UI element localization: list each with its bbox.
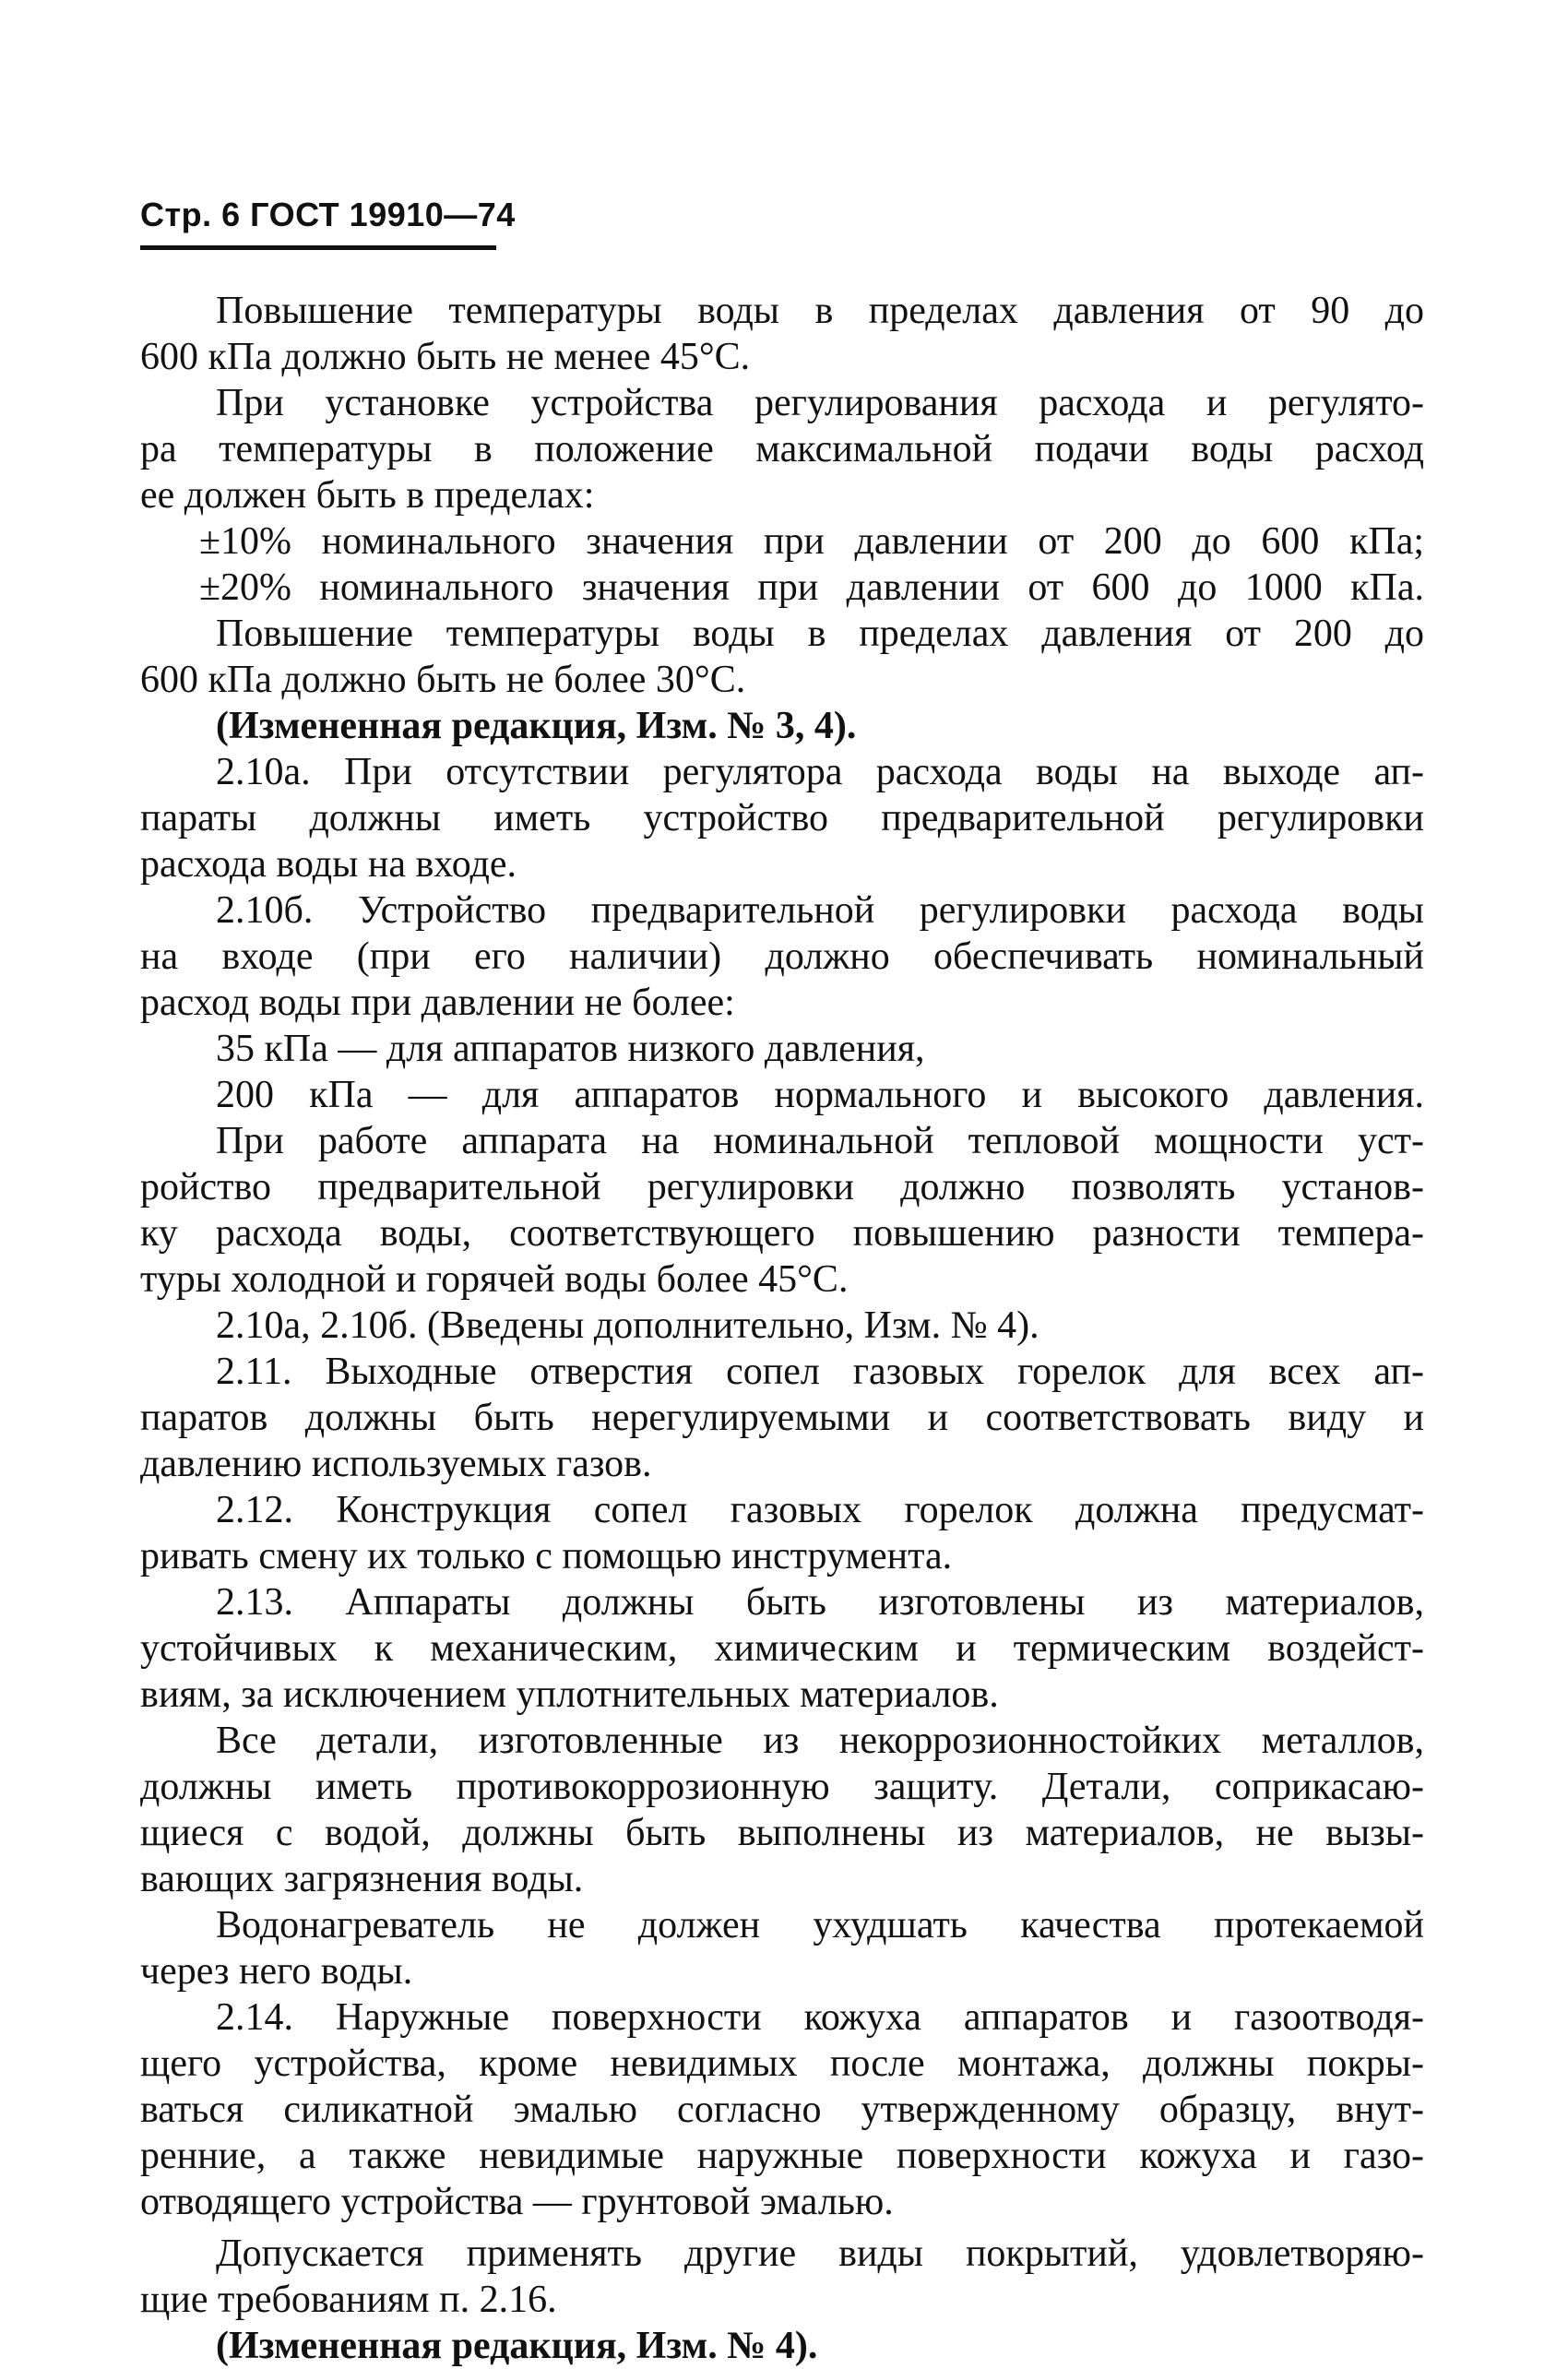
- text-line: 2.10б. Устройство предварительной регулировки расхода воды: [216, 889, 1424, 932]
- text-line: ройство предварительной регулировки должно позволять установ-: [140, 1166, 1424, 1208]
- text-line: 200 кПа — для аппаратов нормального и высокого давления.: [216, 1074, 1424, 1116]
- text-line: Повышение температуры воды в пределах давления от 200 до: [216, 613, 1424, 655]
- text-line: вающих загрязнения воды.: [140, 1858, 584, 1900]
- page-header: Стр. 6 ГОСТ 19910—74: [140, 196, 516, 233]
- text-line: Водонагреватель не должен ухудшать качества протекаемой: [216, 1904, 1424, 1946]
- text-line: 2.11. Выходные отверстия сопел газовых горелок для всех ап-: [216, 1351, 1424, 1393]
- text-line: ра температуры в положение максимальной подачи воды расход: [140, 428, 1424, 470]
- text-line: устойчивых к механическим, химическим и термическим воздейст-: [140, 1627, 1424, 1670]
- text-line: щие требованиям п. 2.16.: [140, 2279, 557, 2321]
- text-line: 2.10а. При отсутствии регулятора расхода воды на выходе ап-: [216, 751, 1424, 793]
- text-line: ривать смену их только с помощью инструмента.: [140, 1535, 953, 1577]
- text-line: виям, за исключением уплотнительных материалов.: [140, 1673, 999, 1716]
- text-line: При работе аппарата на номинальной тепловой мощности уст-: [216, 1120, 1424, 1162]
- text-line: щего устройства, кроме невидимых после монтажа, должны покры-: [140, 2042, 1424, 2085]
- text-line: 2.13. Аппараты должны быть изготовлены из материалов,: [216, 1581, 1424, 1624]
- text-line: давлению используемых газов.: [140, 1443, 652, 1485]
- text-line: (Измененная редакция, Изм. № 4).: [216, 2325, 818, 2367]
- text-line: ренние, а также невидимые наружные поверхности кожуха и газо-: [140, 2135, 1424, 2177]
- text-line: (Измененная редакция, Изм. № 3, 4).: [216, 705, 857, 747]
- text-line: 2.10а, 2.10б. (Введены дополнительно, Изм. № 4).: [216, 1304, 1039, 1347]
- text-line: Допускается применять другие виды покрытий, удовлетворяю-: [216, 2232, 1424, 2275]
- text-line: ваться силикатной эмалью согласно утвержденному образцу, внут-: [140, 2089, 1424, 2131]
- text-line: щиеся с водой, должны быть выполнены из материалов, не вызы-: [140, 1812, 1424, 1854]
- text-line: отводящего устройства — грунтовой эмалью.: [140, 2181, 894, 2223]
- text-line: 600 кПа должно быть не менее 45°С.: [140, 336, 751, 378]
- text-line: 2.12. Конструкция сопел газовых горелок должна предусмат-: [216, 1489, 1424, 1531]
- text-line: 35 кПа — для аппаратов низкого давления,: [216, 1028, 925, 1070]
- text-line: через него воды.: [140, 1950, 413, 1993]
- text-line: Все детали, изготовленные из некоррозионностойких металлов,: [216, 1720, 1424, 1762]
- text-line: параты должны иметь устройство предварительной регулировки: [140, 797, 1424, 839]
- text-line: Повышение температуры воды в пределах давления от 90 до: [216, 290, 1424, 332]
- text-line: 2.14. Наружные поверхности кожуха аппаратов и газоотводя-: [216, 1996, 1424, 2039]
- header-rule: [140, 245, 496, 250]
- text-line: ку расхода воды, соответствующего повышению разности темпера-: [140, 1212, 1424, 1255]
- text-line: ±20% номинального значения при давлении от 600 до 1000 кПа.: [199, 566, 1424, 609]
- text-line: расход воды при давлении не более:: [140, 982, 735, 1024]
- text-line: ее должен быть в пределах:: [140, 474, 595, 517]
- text-line: должны иметь противокоррозионную защиту. Детали, соприкасаю-: [140, 1766, 1424, 1808]
- body-text: [140, 288, 1424, 2369]
- text-line: паратов должны быть нерегулируемыми и соответствовать виду и: [140, 1397, 1424, 1439]
- text-line: При установке устройства регулирования расхода и регулято-: [216, 382, 1424, 424]
- text-line: 600 кПа должно быть не более 30°С.: [140, 659, 746, 701]
- text-line: расхода воды на входе.: [140, 843, 517, 886]
- text-line: на входе (при его наличии) должно обеспечивать номинальный: [140, 935, 1424, 978]
- text-line: туры холодной и горячей воды более 45°С.: [140, 1258, 849, 1301]
- text-line: ±10% номинального значения при давлении от 200 до 600 кПа;: [199, 520, 1424, 563]
